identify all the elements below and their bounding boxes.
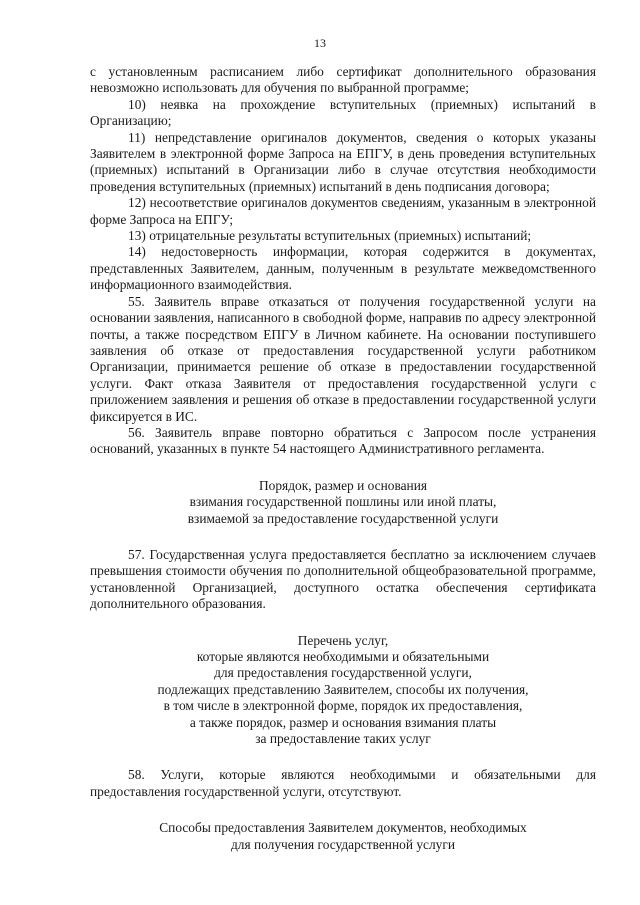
paragraph-continuation: с установленным расписанием либо сертификат дополнительного образования невозможно использовать для обучения по выбранной программе; [90, 64, 596, 96]
paragraph-56: 56. Заявитель вправе повторно обратиться с Запросом после устранения оснований, указанных в пункте 54 настоящего Административного регламента. [90, 424, 596, 457]
heading-line: а также порядок, размер и основания взимания платы [189, 714, 497, 730]
heading-line: за предоставление таких услуг [255, 731, 431, 747]
page-number: 13 [314, 36, 326, 50]
heading-line: взимания государственной пошлины или иной платы, [189, 494, 497, 510]
list-item-10: 10) неявка на прохождение вступительных (приемных) испытаний в Организацию; [90, 96, 596, 129]
list-item-12: 12) несоответствие оригиналов документов сведениям, указанным в электронной форме Запроса на ЕПГУ; [90, 195, 596, 227]
list-item-13: 13) отрицательные результаты вступительных (приемных) испытаний; [128, 228, 532, 244]
page-content [90, 64, 596, 853]
paragraph-57: 57. Государственная услуга предоставляется бесплатно за исключением случаев превышения стоимости обучения по дополнительной общеобразовательной программе, установленной Организацией, доступного остатка обеспечения сертификата дополнительного образования. [90, 546, 596, 612]
heading-line: для предоставления государственной услуги, [214, 665, 472, 681]
section-heading-services [90, 633, 596, 748]
list-item-14: 14) недостоверность информации, которая содержится в документах, представленных Заявителем, данным, полученным в результате межведомственного информационного взаимодействия. [90, 244, 596, 293]
list-item-11: 11) непредставление оригиналов документов, сведения о которых указаны Заявителем в электронной форме Запроса на ЕПГУ, в день проведения вступительных (приемных) испытаний в Организации либо в случае отсутствия необходимости проведения вступительных (приемных) испытаний в день подписания договора; [90, 129, 596, 194]
section-heading-fees [90, 478, 596, 527]
heading-line: подлежащих представлению Заявителем, способы их получения, [157, 681, 529, 697]
heading-line: Способы предоставления Заявителем документов, необходимых [159, 820, 527, 836]
heading-line: взимаемой за предоставление государственной услуги [187, 510, 499, 526]
heading-line: Перечень услуг, [297, 632, 389, 648]
heading-line: в том числе в электронной форме, порядок их предоставления, [163, 698, 523, 714]
paragraph-55: 55. Заявитель вправе отказаться от получения государственной услуги на основании заявления, написанного в свободной форме, направив по адресу электронной почты, а также посредством ЕПГУ в Личном кабинете. На основании поступившего заявления об отказе от предоставления государственной услуги работником Организации, принимается решение об отказе в предоставлении государственной услуги. Факт отказа Заявителя от предоставления государственной услуги с приложением заявления и решения об отказе в предоставлении государственной услуги фиксируется в ИС. [90, 293, 596, 424]
heading-line: для получения государственной услуги [230, 836, 456, 852]
heading-line: Порядок, размер и основания [258, 477, 428, 493]
section-heading-documents [90, 820, 596, 853]
paragraph-58: 58. Услуги, которые являются необходимыми и обязательными для предоставления государственной услуги, отсутствуют. [90, 767, 596, 799]
heading-line: которые являются необходимыми и обязательными [196, 649, 490, 664]
